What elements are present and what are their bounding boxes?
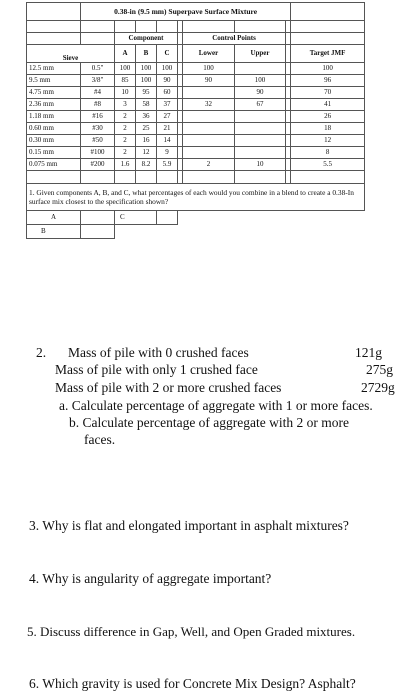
table-row xyxy=(27,123,365,135)
value-a: 1.6 xyxy=(115,159,136,171)
value-c: 21 xyxy=(157,123,178,135)
value-upper: 100 xyxy=(235,75,286,87)
value-lower xyxy=(183,135,235,147)
sieve-in: 0.5" xyxy=(81,63,115,75)
value-a: 2 xyxy=(115,135,136,147)
value-b: 16 xyxy=(136,135,157,147)
table-row xyxy=(27,135,365,147)
value-b: 12 xyxy=(136,147,157,159)
question-1: 1. Given components A, B, and C, what percentages of each would you combine in a blend to create a 0.38-In surface mix closest to the specification shown? xyxy=(27,184,365,211)
answer-row-ac xyxy=(27,211,365,225)
upper-header: Upper xyxy=(235,45,286,63)
value-b: 25 xyxy=(136,123,157,135)
sieve-in: #200 xyxy=(81,159,115,171)
q2-part-b-line1: b. Calculate percentage of aggregate with 2 or more xyxy=(69,415,349,430)
answer-a-cell[interactable] xyxy=(81,211,115,225)
q2-line1-value: 121g xyxy=(355,345,382,360)
value-b: 100 xyxy=(136,75,157,87)
sieve-mm: 0.075 mm xyxy=(27,159,81,171)
q2-line2-value: 275g xyxy=(366,362,393,377)
value-target: 5.5 xyxy=(291,159,365,171)
answer-b-label: B xyxy=(27,225,81,239)
sieve-mm: 9.5 mm xyxy=(27,75,81,87)
q2-line3-value: 2729g xyxy=(361,380,395,395)
question-spacer-row xyxy=(27,171,365,184)
value-target: 18 xyxy=(291,123,365,135)
q2-line2-label: Mass of pile with only 1 crushed face xyxy=(55,362,258,377)
sieve-in: #8 xyxy=(81,99,115,111)
q2-line3-label: Mass of pile with 2 or more crushed faces xyxy=(55,380,282,395)
sieve-mm: 0.30 mm xyxy=(27,135,81,147)
target-jmf-header: Target JMF xyxy=(291,45,365,63)
table-group-header-row xyxy=(27,33,365,45)
q2-line1-label: Mass of pile with 0 crushed faces xyxy=(68,345,249,360)
sieve-mm: 2.36 mm xyxy=(27,99,81,111)
question-5: 5. Discuss difference in Gap, Well, and Open Graded mixtures. xyxy=(27,624,356,639)
value-target: 41 xyxy=(291,99,365,111)
value-c: 27 xyxy=(157,111,178,123)
value-lower: 90 xyxy=(183,75,235,87)
table-row xyxy=(27,147,365,159)
value-upper: 90 xyxy=(235,87,286,99)
sieve-in: #50 xyxy=(81,135,115,147)
table-row xyxy=(27,87,365,99)
value-target: 8 xyxy=(291,147,365,159)
value-c: 14 xyxy=(157,135,178,147)
sieve-in: #30 xyxy=(81,123,115,135)
table-row xyxy=(27,99,365,111)
value-upper xyxy=(235,63,286,75)
value-upper xyxy=(235,111,286,123)
value-a: 85 xyxy=(115,75,136,87)
value-target: 100 xyxy=(291,63,365,75)
answer-row-b xyxy=(27,225,365,239)
table-title: 0.38-in (9.5 mm) Superpave Surface Mixture xyxy=(81,3,291,21)
sieve-header: Sieve xyxy=(27,45,115,63)
value-c: 37 xyxy=(157,99,178,111)
value-lower: 32 xyxy=(183,99,235,111)
value-b: 36 xyxy=(136,111,157,123)
value-lower xyxy=(183,87,235,99)
value-lower xyxy=(183,147,235,159)
value-a: 10 xyxy=(115,87,136,99)
value-a: 2 xyxy=(115,111,136,123)
question-4: 4. Why is angularity of aggregate important? xyxy=(29,571,272,586)
table-row xyxy=(27,63,365,75)
answer-c-cell[interactable] xyxy=(157,211,178,225)
sieve-mm: 0.15 mm xyxy=(27,147,81,159)
table-title-row xyxy=(27,3,365,21)
control-points-header: Control Points xyxy=(183,33,286,45)
question-6: 6. Which gravity is used for Concrete Mix Design? Asphalt? xyxy=(29,676,356,691)
value-lower: 2 xyxy=(183,159,235,171)
q2-number: 2. xyxy=(36,345,47,360)
value-c: 60 xyxy=(157,87,178,99)
question-1-row xyxy=(27,184,365,211)
value-a: 3 xyxy=(115,99,136,111)
value-upper xyxy=(235,147,286,159)
sieve-mm: 1.18 mm xyxy=(27,111,81,123)
value-target: 12 xyxy=(291,135,365,147)
value-c: 90 xyxy=(157,75,178,87)
value-b: 58 xyxy=(136,99,157,111)
col-c-header: C xyxy=(157,45,178,63)
value-upper: 67 xyxy=(235,99,286,111)
value-a: 2 xyxy=(115,123,136,135)
table-row xyxy=(27,111,365,123)
sieve-mm: 0.60 mm xyxy=(27,123,81,135)
value-a: 2 xyxy=(115,147,136,159)
table-row xyxy=(27,75,365,87)
answer-b-cell[interactable] xyxy=(81,225,115,239)
table-column-header-row xyxy=(27,45,365,63)
q2-part-a: a. Calculate percentage of aggregate with 1 or more faces. xyxy=(59,398,373,413)
value-target: 70 xyxy=(291,87,365,99)
answer-c-label: C xyxy=(115,211,157,225)
value-upper xyxy=(235,135,286,147)
value-a: 100 xyxy=(115,63,136,75)
value-c: 9 xyxy=(157,147,178,159)
sieve-in: #4 xyxy=(81,87,115,99)
sieve-rows xyxy=(27,63,365,171)
sieve-in: #16 xyxy=(81,111,115,123)
gradation-table xyxy=(26,2,365,239)
table-blank-row xyxy=(27,21,365,33)
question-3: 3. Why is flat and elongated important in asphalt mixtures? xyxy=(29,518,349,533)
component-header: Component xyxy=(115,33,178,45)
sieve-mm: 4.75 mm xyxy=(27,87,81,99)
table-row xyxy=(27,159,365,171)
value-upper xyxy=(235,123,286,135)
answer-a-label: A xyxy=(27,211,81,225)
value-lower: 100 xyxy=(183,63,235,75)
value-lower xyxy=(183,123,235,135)
lower-header: Lower xyxy=(183,45,235,63)
sieve-in: 3/8" xyxy=(81,75,115,87)
col-b-header: B xyxy=(136,45,157,63)
value-b: 8.2 xyxy=(136,159,157,171)
q2-part-b-line2: faces. xyxy=(84,432,116,447)
value-b: 100 xyxy=(136,63,157,75)
value-target: 96 xyxy=(291,75,365,87)
value-c: 100 xyxy=(157,63,178,75)
sieve-mm: 12.5 mm xyxy=(27,63,81,75)
value-target: 26 xyxy=(291,111,365,123)
value-upper: 10 xyxy=(235,159,286,171)
value-c: 5.9 xyxy=(157,159,178,171)
value-b: 95 xyxy=(136,87,157,99)
col-a-header: A xyxy=(115,45,136,63)
value-lower xyxy=(183,111,235,123)
sieve-in: #100 xyxy=(81,147,115,159)
